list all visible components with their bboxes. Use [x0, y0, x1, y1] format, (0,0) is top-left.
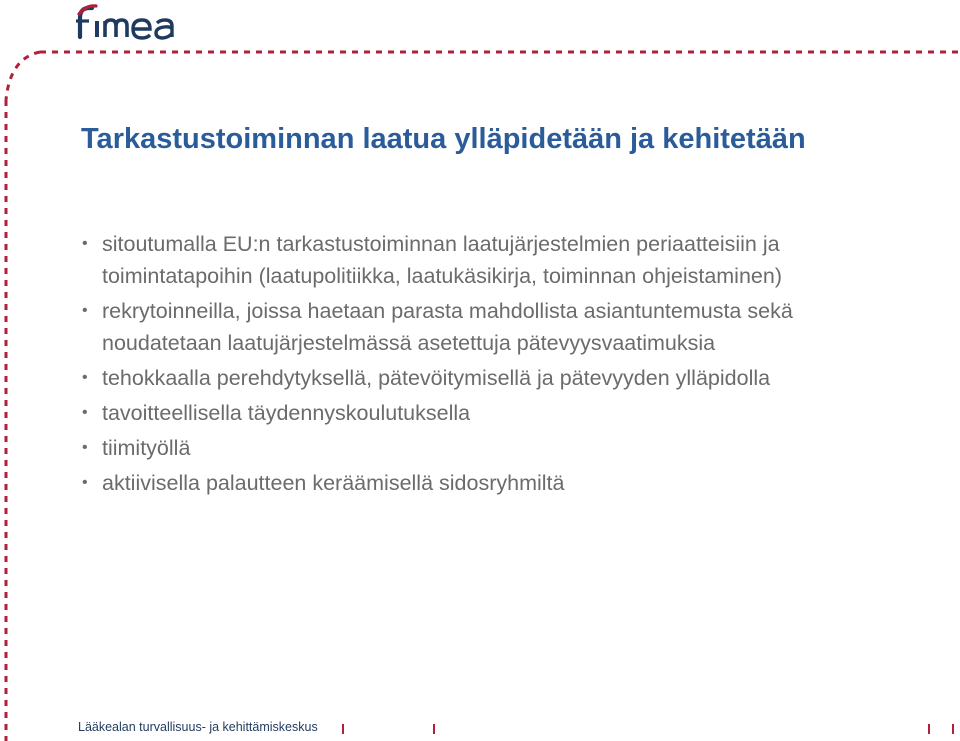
slide-title: Tarkastustoiminnan laatua ylläpidetään ja kehitetään — [81, 123, 806, 155]
fimea-logo — [76, 2, 190, 44]
bullet-item: • tehokkaalla perehdytyksellä, pätevöitymisellä ja pätevyyden ylläpidolla — [79, 362, 899, 394]
bullet-item: • rekrytoinneilla, joissa haetaan parasta mahdollista asiantuntemusta sekä noudatetaan laatujärjestelmässä asetettuja pätevyysvaatimuksia — [79, 295, 899, 359]
bullet-item: • tiimityöllä — [79, 432, 899, 464]
bullet-list — [79, 228, 899, 502]
bullet-item: • aktiivisella palautteen keräämisellä sidosryhmiltä — [79, 467, 899, 499]
bullet-item: • sitoutumalla EU:n tarkastustoiminnan laatujärjestelmien periaatteisiin ja toimintatapoihin (laatupolitiikka, laatukäsikirja, toiminnan ohjeistaminen) — [79, 228, 899, 292]
footer-organization: Lääkealan turvallisuus- ja kehittämiskeskus — [78, 720, 318, 734]
bullet-item: • tavoitteellisella täydennyskoulutuksella — [79, 397, 899, 429]
